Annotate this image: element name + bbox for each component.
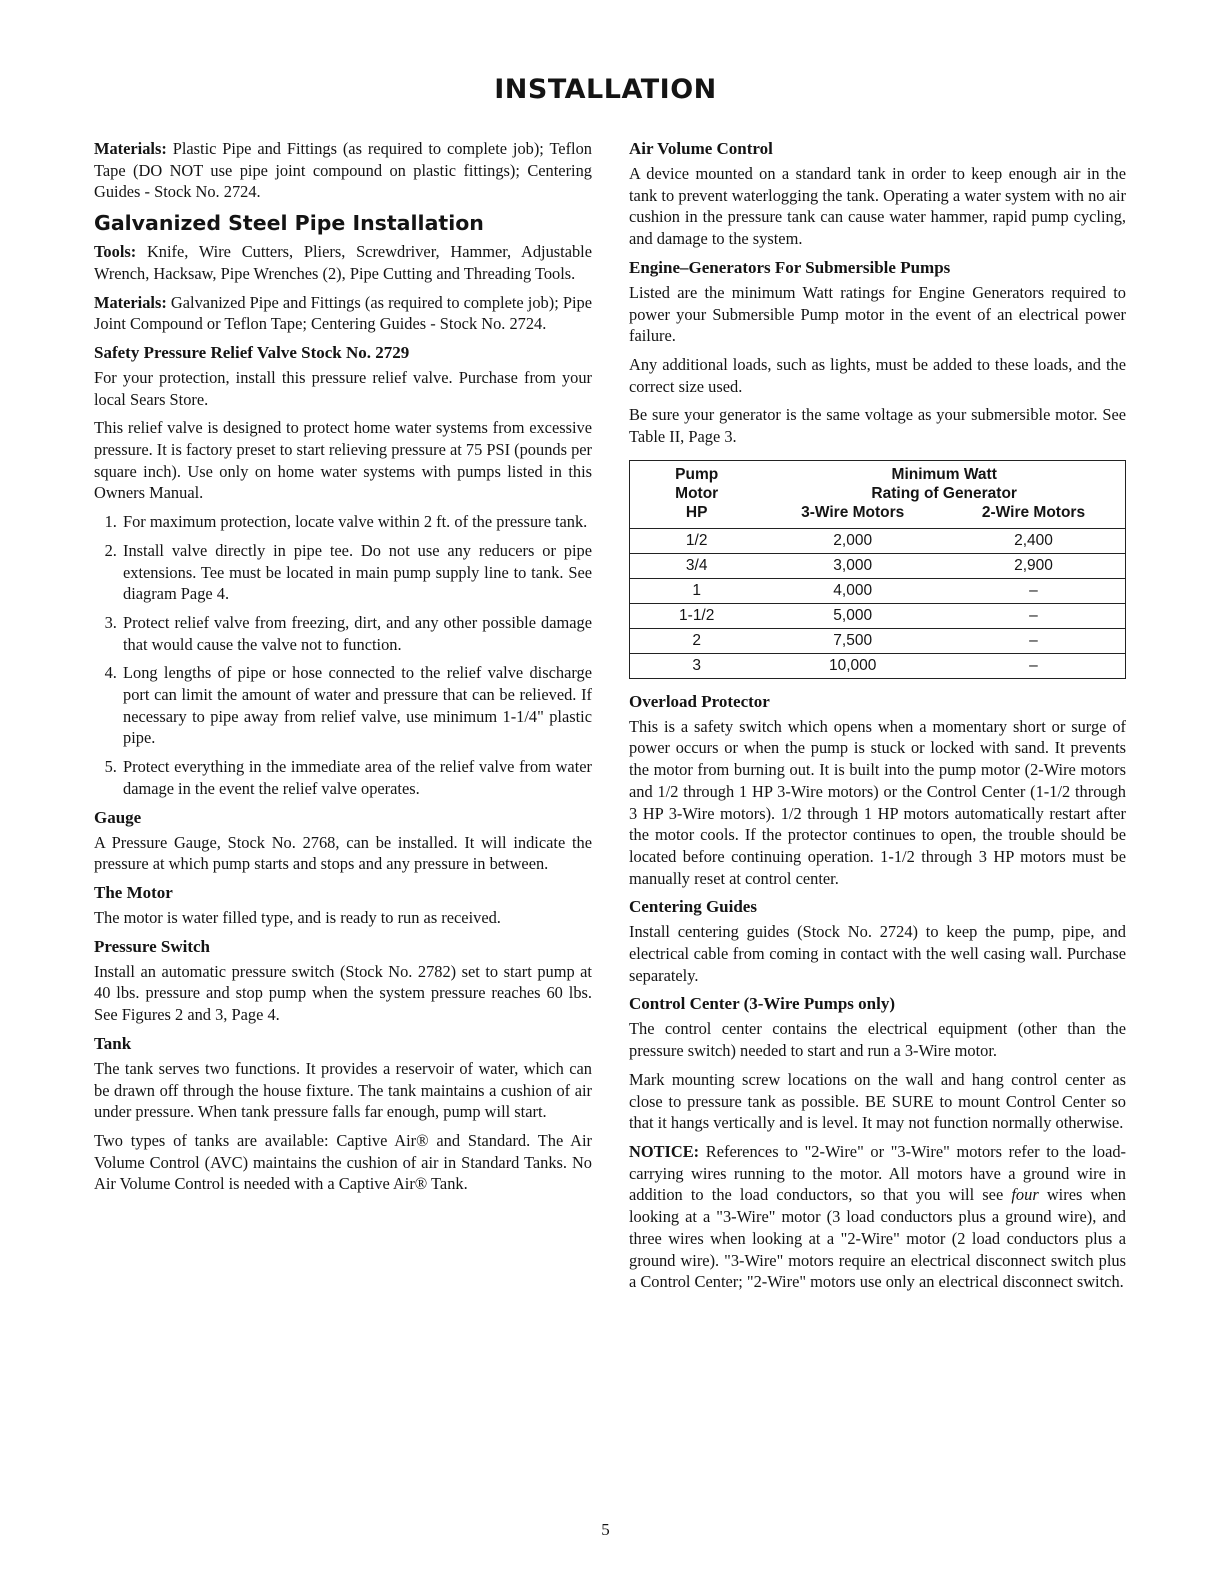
notice-text-a: References to "2-Wire" or "3-Wire" motors refer to the load-carrying wires running to the motor. All motors have a ground wire in addition to the load conductors, so that you will see: [629, 1141, 1126, 1205]
two-wire-cell: –: [942, 628, 1126, 653]
hp-cell: 1-1/2: [630, 603, 764, 628]
two-wire-cell: –: [942, 653, 1126, 678]
pressure-switch-paragraph: Install an automatic pressure switch (Stock No. 2782) set to start pump at 40 lbs. pressure and stop pump when the system pressure reaches 60 lbs. See Figures 2 and 3, Page 4.: [94, 961, 592, 1025]
three-wire-cell: 3,000: [763, 553, 942, 578]
pressure-switch-heading: Pressure Switch: [94, 936, 211, 956]
air-volume-control-paragraph: A device mounted on a standard tank in order to keep enough air in the tank to prevent waterlogging the tank. Operating a water system with no air cushion in the pressure tank can cause water hammer, rapid pump cycling, and damage to the system.: [629, 164, 1126, 249]
page-number: 5: [601, 1520, 610, 1539]
tools-label: Tools:: [94, 242, 137, 262]
hp-cell: 1/2: [630, 528, 764, 553]
two-wire-cell: 2,400: [942, 528, 1126, 553]
materials-paragraph: [94, 138, 592, 203]
safety-paragraph-2: This relief valve is designed to protect home water systems from excessive pressure. It is factory preset to start relieving pressure at 75 PSI (pounds per square inch). Use only on home water systems with pumps listed in this Owners Manual.: [94, 418, 592, 503]
control-center-paragraph-2: Mark mounting screw locations on the wall and hang control center as close to pressure tank as possible. BE SURE to mount Control Center so that it hangs vertically and is level. It may not function normally otherwise.: [629, 1069, 1126, 1133]
three-wire-header: 3-Wire Motors: [763, 503, 942, 529]
right-column: [629, 138, 1126, 1300]
two-wire-cell: –: [942, 603, 1126, 628]
generator-watt-table: [629, 460, 1126, 679]
relief-valve-steps: [94, 511, 592, 799]
table-row: [630, 603, 1126, 628]
two-wire-header: 2-Wire Motors: [942, 503, 1126, 529]
control-center-paragraph-1: The control center contains the electrical equipment (other than the pressure switch) needed to start and run a 3-Wire motor.: [629, 1019, 1126, 1061]
centering-guides-heading: Centering Guides: [629, 897, 757, 917]
notice-paragraph: [629, 1141, 1126, 1293]
gauge-heading: Gauge: [94, 807, 142, 827]
table-row: [630, 553, 1126, 578]
three-wire-cell: 2,000: [763, 528, 942, 553]
safety-valve-heading: Safety Pressure Relief Valve Stock No. 2729: [94, 342, 410, 362]
centering-guides-paragraph: Install centering guides (Stock No. 2724) to keep the pump, pipe, and electrical cable from coming in contact with the well casing wall. Purchase separately.: [629, 922, 1126, 985]
galvanized-materials-paragraph: [94, 292, 592, 335]
hp-cell: 3/4: [630, 553, 764, 578]
control-center-heading: Control Center (3-Wire Pumps only): [629, 994, 896, 1014]
table-header-row: [630, 484, 1126, 503]
notice-label: NOTICE:: [629, 1141, 700, 1161]
table-header-row: [630, 503, 1126, 529]
pump-header-line-1: Pump: [630, 460, 764, 484]
hp-header: HP: [630, 503, 764, 529]
galvanized-materials-label: Materials:: [94, 292, 167, 312]
air-volume-control-heading: Air Volume Control: [629, 139, 773, 158]
tank-paragraph-2: Two types of tanks are available: Captive Air® and Standard. The Air Volume Control (AVC) maintains the cushion of air in Standard Tanks. No Air Volume Control is needed with a Captive Air® Tank.: [94, 1130, 592, 1194]
galvanized-materials-text: Galvanized Pipe and Fittings (as required to complete job); Pipe Joint Compound or Teflon Tape; Centering Guides - Stock No. 2724.: [94, 292, 592, 334]
engine-generators-heading: Engine–Generators For Submersible Pumps: [629, 257, 951, 277]
page-title: INSTALLATION: [494, 74, 717, 105]
engine-generators-paragraph-2: Any additional loads, such as lights, must be added to these loads, and the correct size used.: [629, 354, 1126, 396]
rating-header: Rating of Generator: [763, 484, 1125, 503]
table-row: [630, 653, 1126, 678]
step-item: 3. Protect relief valve from freezing, dirt, and any other possible damage that would cause the valve not to function.: [121, 612, 592, 655]
safety-paragraph-1: For your protection, install this pressure relief valve. Purchase from your local Sears Store.: [94, 367, 592, 409]
galvanized-heading: Galvanized Steel Pipe Installation: [94, 211, 484, 236]
table-header-row: [630, 460, 1126, 484]
overload-protector-heading: Overload Protector: [629, 691, 770, 711]
tools-text: Knife, Wire Cutters, Pliers, Screwdriver, Hammer, Adjustable Wrench, Hacksaw, Pipe Wrenches (2), Pipe Cutting and Threading Tools.: [94, 242, 592, 283]
three-wire-cell: 10,000: [763, 653, 942, 678]
three-wire-cell: 5,000: [763, 603, 942, 628]
two-wire-cell: –: [942, 578, 1126, 603]
engine-generators-paragraph-3: Be sure your generator is the same voltage as your submersible motor. See Table II, Page 3.: [629, 405, 1126, 447]
motor-paragraph: The motor is water filled type, and is ready to run as received.: [94, 907, 501, 927]
step-item: 1. For maximum protection, locate valve within 2 ft. of the pressure tank.: [121, 511, 592, 533]
tank-paragraph-1: The tank serves two functions. It provides a reservoir of water, which can be drawn off through the house fixture. The tank maintains a cushion of air under pressure. When tank pressure falls far enough, pump will start.: [94, 1058, 592, 1122]
three-wire-cell: 4,000: [763, 578, 942, 603]
left-column: [94, 138, 592, 1202]
hp-cell: 2: [630, 628, 764, 653]
engine-generators-paragraph-1: Listed are the minimum Watt ratings for Engine Generators required to power your Submersible Pump motor in the event of an electrical power failure.: [629, 282, 1126, 346]
table-row: [630, 528, 1126, 553]
tank-heading: Tank: [94, 1033, 132, 1053]
materials-text: Plastic Pipe and Fittings (as required to complete job); Teflon Tape (DO NOT use pipe joint compound on plastic fittings); Centering Guides - Stock No. 2724.: [94, 139, 592, 202]
step-item: 4. Long lengths of pipe or hose connected to the relief valve discharge port can limit the amount of water and pressure that can be relieved. If necessary to pipe away from relief valve, use minimum 1-1/4" plastic pipe.: [121, 662, 592, 749]
hp-cell: 3: [630, 653, 764, 678]
motor-header-line-2: Motor: [630, 484, 764, 503]
gauge-paragraph: A Pressure Gauge, Stock No. 2768, can be installed. It will indicate the pressure at which pump starts and stops and any pressure in between.: [94, 832, 592, 874]
three-wire-cell: 7,500: [763, 628, 942, 653]
table-row: [630, 578, 1126, 603]
notice-text-b: wires when looking at a "3-Wire" motor (3 load conductors plus a ground wire), and three wires when looking at a "2-Wire" motor (2 load conductors plus a ground wire). "3-Wire" motors require an electrical disconnect switch plus a Control Center; "2-Wire" motors use only an electrical disconnect switch.: [629, 1185, 1127, 1292]
step-item: 2. Install valve directly in pipe tee. Do not use any reducers or pipe extensions. Tee must be located in main pump supply line to tank. See diagram Page 4.: [121, 540, 592, 605]
notice-emphasis: four: [1011, 1185, 1039, 1205]
tools-paragraph: [94, 241, 592, 284]
two-wire-cell: 2,900: [942, 553, 1126, 578]
motor-heading: The Motor: [94, 882, 173, 902]
step-item: 5. Protect everything in the immediate area of the relief valve from water damage in the event the relief valve operates.: [121, 756, 592, 799]
min-watt-header: Minimum Watt: [763, 460, 1125, 484]
hp-cell: 1: [630, 578, 764, 603]
materials-label: Materials:: [94, 139, 167, 158]
overload-protector-paragraph: This is a safety switch which opens when a momentary short or surge of power occurs or when the pump is stuck or locked with sand. It prevents the motor from burning out. It is built into the pump motor (2-Wire motors and 1/2 through 1 HP 3-Wire motors) or the Control Center (1-1/2 through 3 HP 3-Wire motors). 1/2 through 1 HP motors automatically restart after the motor cools. If the protector continues to open, the trouble should be located before continuing operation. 1-1/2 through 3 HP motors must be manually reset at control center.: [629, 716, 1126, 888]
table-row: [630, 628, 1126, 653]
